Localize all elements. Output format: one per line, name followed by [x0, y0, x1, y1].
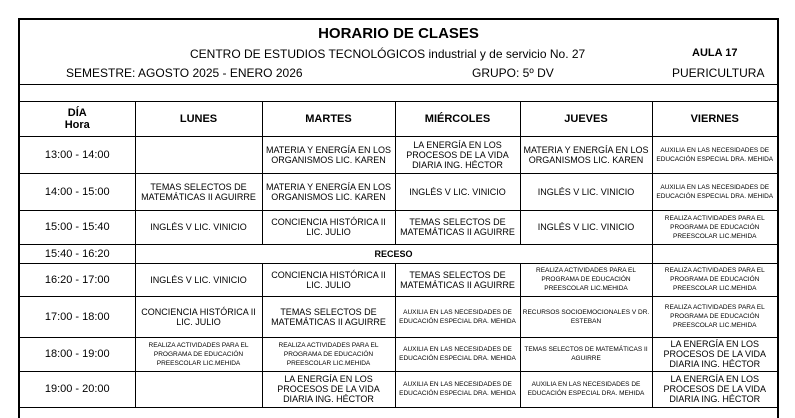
class-cell: RECURSOS SOCIOEMOCIONALES V DR. ESTEBAN: [520, 296, 652, 337]
class-cell: INGLÉS V LIC. VINICIO: [520, 210, 652, 244]
schedule-sheet: [18, 18, 779, 418]
table-row: [20, 136, 777, 173]
table-row: [20, 210, 777, 244]
class-cell: MATERIA Y ENERGÍA EN LOS ORGANISMOS LIC. KAREN: [262, 173, 395, 210]
table-row: [20, 173, 777, 210]
day-header-thursday: JUEVES: [520, 102, 652, 136]
table-row: [20, 337, 777, 371]
time-slot: 14:00 - 15:00: [20, 173, 135, 210]
class-cell: REALIZA ACTIVIDADES PARA EL PROGRAMA DE EDUCACIÓN PREESCOLAR LIC.MEHIDA: [652, 210, 777, 244]
time-slot: 19:00 - 20:00: [20, 371, 135, 407]
class-cell: [135, 136, 262, 173]
class-cell: LA ENERGÍA EN LOS PROCESOS DE LA VIDA DIARIA ING. HÉCTOR: [652, 371, 777, 407]
time-slot: 13:00 - 14:00: [20, 136, 135, 173]
schedule-header: [20, 20, 777, 85]
recess-label: RECESO: [135, 244, 652, 263]
class-cell: REALIZA ACTIVIDADES PARA EL PROGRAMA DE EDUCACIÓN PREESCOLAR LIC.MEHIDA: [520, 263, 652, 296]
class-cell: [652, 244, 777, 263]
time-slot: 17:00 - 18:00: [20, 296, 135, 337]
class-cell: LA ENERGÍA EN LOS PROCESOS DE LA VIDA DIARIA ING. HÉCTOR: [262, 371, 395, 407]
day-header-wednesday: MIÉRCOLES: [395, 102, 520, 136]
school-name: CENTRO DE ESTUDIOS TECNOLÓGICOS industrial y de servicio No. 27: [190, 47, 586, 61]
class-cell: REALIZA ACTIVIDADES PARA EL PROGRAMA DE EDUCACIÓN PREESCOLAR LIC.MEHIDA: [262, 337, 395, 371]
class-cell: TEMAS SELECTOS DE MATEMÁTICAS II AGUIRRE: [135, 173, 262, 210]
table-header-row: [20, 102, 777, 136]
day-hour-header: [20, 102, 135, 136]
class-cell: LA ENERGÍA EN LOS PROCESOS DE LA VIDA DIARIA ING. HÉCTOR: [652, 337, 777, 371]
class-cell: AUXILIA EN LAS NECESIDADES DE EDUCACIÓN ESPECIAL DRA. MEHIDA: [520, 371, 652, 407]
day-header-tuesday: MARTES: [262, 102, 395, 136]
header-spacer: [20, 85, 777, 102]
class-cell: CONCIENCIA HISTÓRICA II LIC. JULIO: [262, 210, 395, 244]
class-cell: AUXILIA EN LAS NECESIDADES DE EDUCACIÓN ESPECIAL DRA. MEHIDA: [395, 296, 520, 337]
class-cell: AUXILIA EN LAS NECESIDADES DE EDUCACIÓN ESPECIAL DRA. MEHIDA: [652, 173, 777, 210]
class-cell: AUXILIA EN LAS NECESIDADES DE EDUCACIÓN ESPECIAL DRA. MEHIDA: [395, 337, 520, 371]
class-cell: TEMAS SELECTOS DE MATEMÁTICAS II AGUIRRE: [395, 263, 520, 296]
class-cell: MATERIA Y ENERGÍA EN LOS ORGANISMOS LIC. KAREN: [262, 136, 395, 173]
page-title: HORARIO DE CLASES: [318, 25, 479, 42]
class-cell: REALIZA ACTIVIDADES PARA EL PROGRAMA DE EDUCACIÓN PREESCOLAR LIC.MEHIDA: [135, 337, 262, 371]
class-cell: CONCIENCIA HISTÓRICA II LIC. JULIO: [135, 296, 262, 337]
class-cell: MATERIA Y ENERGÍA EN LOS ORGANISMOS LIC. KAREN: [520, 136, 652, 173]
time-slot: 16:20 - 17:00: [20, 263, 135, 296]
time-slot: 18:00 - 19:00: [20, 337, 135, 371]
class-cell: TEMAS SELECTOS DE MATEMÁTICAS II AGUIRRE: [520, 337, 652, 371]
class-cell: LA ENERGÍA EN LOS PROCESOS DE LA VIDA DIARIA ING. HÉCTOR: [395, 136, 520, 173]
day-header-monday: LUNES: [135, 102, 262, 136]
time-slot: 15:00 - 15:40: [20, 210, 135, 244]
class-cell: REALIZA ACTIVIDADES PARA EL PROGRAMA DE EDUCACIÓN PREESCOLAR LIC.MEHIDA: [652, 296, 777, 337]
table-row: [20, 296, 777, 337]
table-row: [20, 263, 777, 296]
day-header: DÍA: [67, 106, 87, 119]
table-row: [20, 371, 777, 407]
class-cell: INGLÉS V LIC. VINICIO: [395, 173, 520, 210]
time-slot: 15:40 - 16:20: [20, 244, 135, 263]
hour-header: Hora: [64, 118, 90, 131]
classroom-label: AULA 17: [692, 47, 738, 59]
class-cell: CONCIENCIA HISTÓRICA II LIC. JULIO: [262, 263, 395, 296]
schedule-table: [20, 102, 777, 408]
class-cell: [135, 371, 262, 407]
recess-row: [20, 244, 777, 263]
class-cell: REALIZA ACTIVIDADES PARA EL PROGRAMA DE EDUCACIÓN PREESCOLAR LIC.MEHIDA: [652, 263, 777, 296]
class-cell: INGLÉS V LIC. VINICIO: [520, 173, 652, 210]
group-label: GRUPO: 5º DV: [472, 66, 554, 80]
semester-label: SEMESTRE: AGOSTO 2025 - ENERO 2026: [66, 66, 303, 80]
class-cell: TEMAS SELECTOS DE MATEMÁTICAS II AGUIRRE: [395, 210, 520, 244]
class-cell: INGLÉS V LIC. VINICIO: [135, 210, 262, 244]
class-cell: TEMAS SELECTOS DE MATEMÁTICAS II AGUIRRE: [262, 296, 395, 337]
class-cell: AUXILIA EN LAS NECESIDADES DE EDUCACIÓN ESPECIAL DRA. MEHIDA: [652, 136, 777, 173]
class-cell: INGLÉS V LIC. VINICIO: [135, 263, 262, 296]
class-cell: AUXILIA EN LAS NECESIDADES DE EDUCACIÓN ESPECIAL DRA. MEHIDA: [395, 371, 520, 407]
day-header-friday: VIERNES: [652, 102, 777, 136]
specialty-label: PUERICULTURA: [672, 66, 765, 80]
